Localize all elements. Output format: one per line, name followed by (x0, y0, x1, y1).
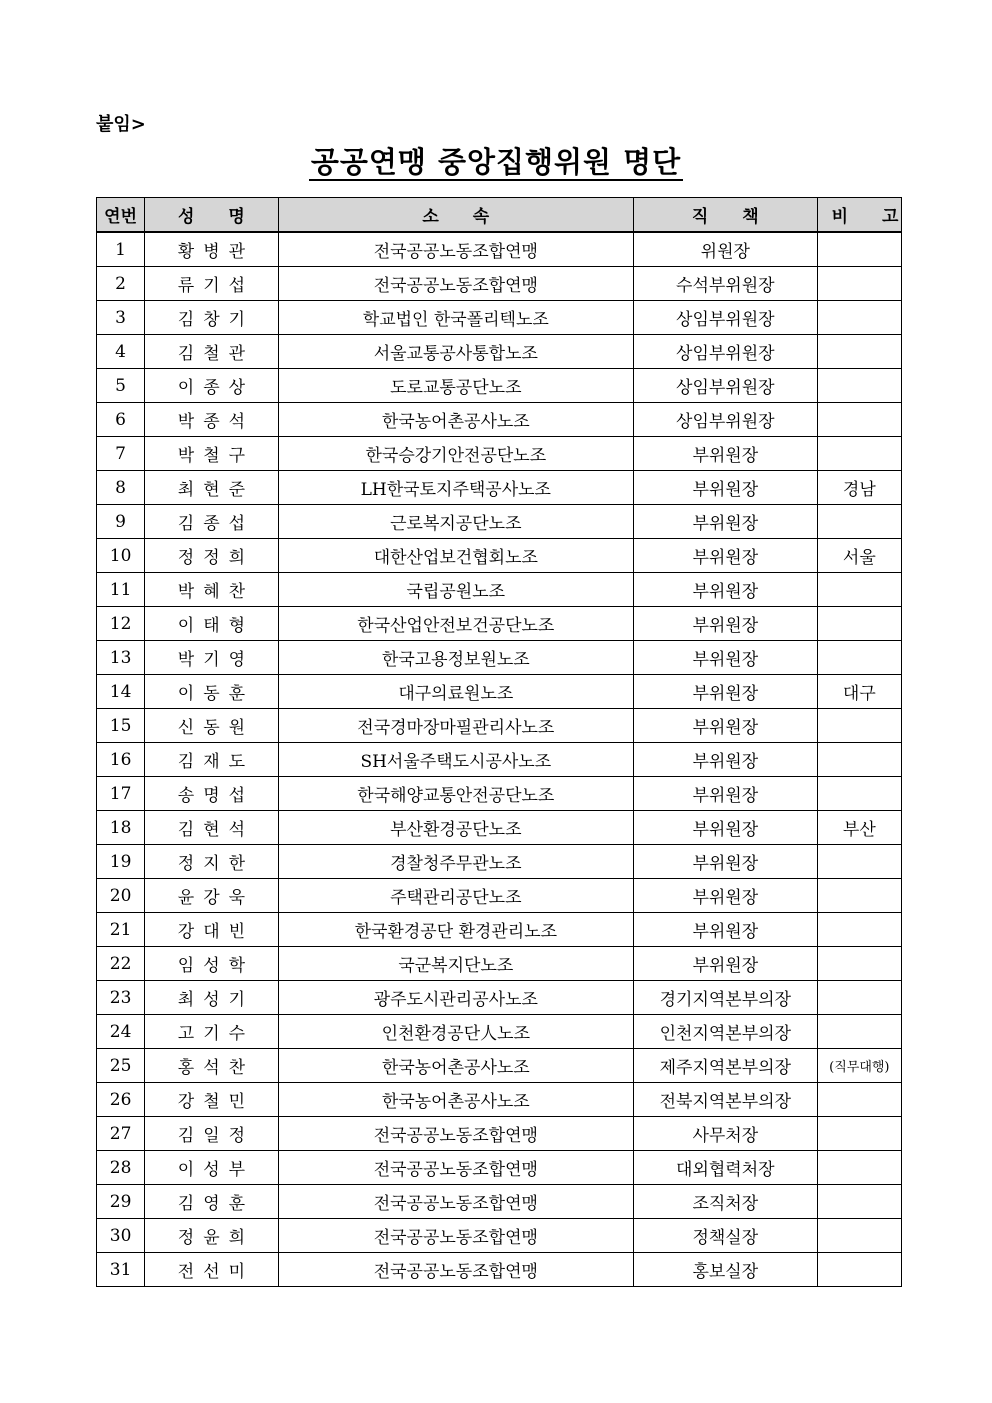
table-row (97, 1151, 902, 1185)
cell-affiliation: 인천환경공단人노조 (278, 1015, 633, 1049)
cell-note (817, 845, 901, 879)
cell-number: 2 (97, 267, 145, 301)
cell-position: 부위원장 (633, 573, 817, 607)
cell-position: 부위원장 (633, 743, 817, 777)
cell-number: 14 (97, 675, 145, 709)
cell-affiliation: 대한산업보건협회노조 (278, 539, 633, 573)
cell-note (817, 981, 901, 1015)
cell-position: 인천지역본부의장 (633, 1015, 817, 1049)
cell-number: 15 (97, 709, 145, 743)
table-row (97, 1015, 902, 1049)
cell-name: 김철관 (145, 335, 278, 369)
cell-number: 10 (97, 539, 145, 573)
cell-number: 6 (97, 403, 145, 437)
cell-affiliation: 부산환경공단노조 (278, 811, 633, 845)
cell-number: 19 (97, 845, 145, 879)
cell-note (817, 437, 901, 471)
cell-note (817, 335, 901, 369)
cell-note (817, 1219, 901, 1253)
cell-name: 고기수 (145, 1015, 278, 1049)
cell-number: 9 (97, 505, 145, 539)
cell-affiliation: 국립공원노조 (278, 573, 633, 607)
cell-number: 11 (97, 573, 145, 607)
cell-affiliation: 도로교통공단노조 (278, 369, 633, 403)
cell-affiliation: 전국경마장마필관리사노조 (278, 709, 633, 743)
cell-name: 이태형 (145, 607, 278, 641)
cell-name: 강철민 (145, 1083, 278, 1117)
cell-position: 조직처장 (633, 1185, 817, 1219)
cell-position: 부위원장 (633, 879, 817, 913)
cell-name: 최성기 (145, 981, 278, 1015)
cell-position: 상임부위원장 (633, 335, 817, 369)
header-affiliation: 소 속 (278, 198, 633, 233)
cell-number: 7 (97, 437, 145, 471)
cell-position: 부위원장 (633, 471, 817, 505)
table-row (97, 709, 902, 743)
cell-name: 송명섭 (145, 777, 278, 811)
cell-position: 상임부위원장 (633, 301, 817, 335)
cell-note: 서울 (817, 539, 901, 573)
cell-name: 최현준 (145, 471, 278, 505)
table-row (97, 845, 902, 879)
cell-note (817, 369, 901, 403)
cell-note (817, 641, 901, 675)
table-row (97, 811, 902, 845)
cell-name: 박종석 (145, 403, 278, 437)
cell-affiliation: 전국공공노동조합연맹 (278, 1117, 633, 1151)
cell-name: 김현석 (145, 811, 278, 845)
cell-position: 부위원장 (633, 505, 817, 539)
cell-position: 홍보실장 (633, 1253, 817, 1287)
cell-name: 신동원 (145, 709, 278, 743)
cell-name: 홍석찬 (145, 1049, 278, 1083)
cell-number: 30 (97, 1219, 145, 1253)
cell-affiliation: 국군복지단노조 (278, 947, 633, 981)
table-row (97, 777, 902, 811)
cell-affiliation: 한국승강기안전공단노조 (278, 437, 633, 471)
cell-number: 21 (97, 913, 145, 947)
cell-number: 24 (97, 1015, 145, 1049)
cell-note (817, 1083, 901, 1117)
cell-note (817, 879, 901, 913)
cell-note (817, 1151, 901, 1185)
table-row (97, 879, 902, 913)
table-row (97, 1117, 902, 1151)
cell-name: 정윤희 (145, 1219, 278, 1253)
cell-position: 부위원장 (633, 607, 817, 641)
cell-affiliation: 주택관리공단노조 (278, 879, 633, 913)
cell-affiliation: 한국고용정보원노조 (278, 641, 633, 675)
table-row (97, 607, 902, 641)
cell-affiliation: 한국해양교통안전공단노조 (278, 777, 633, 811)
cell-name: 김창기 (145, 301, 278, 335)
cell-name: 박철구 (145, 437, 278, 471)
cell-name: 정지한 (145, 845, 278, 879)
cell-position: 정책실장 (633, 1219, 817, 1253)
cell-name: 강대빈 (145, 913, 278, 947)
cell-affiliation: SH서울주택도시공사노조 (278, 743, 633, 777)
cell-position: 부위원장 (633, 811, 817, 845)
table-row (97, 267, 902, 301)
cell-note (817, 573, 901, 607)
table-header-row (97, 198, 902, 233)
cell-number: 27 (97, 1117, 145, 1151)
cell-affiliation: 전국공공노동조합연맹 (278, 1219, 633, 1253)
cell-affiliation: 전국공공노동조합연맹 (278, 232, 633, 267)
document-title-text: 공공연맹 중앙집행위원 명단 (310, 145, 682, 179)
table-row (97, 981, 902, 1015)
cell-note (817, 913, 901, 947)
cell-affiliation: 학교법인 한국폴리텍노조 (278, 301, 633, 335)
cell-number: 29 (97, 1185, 145, 1219)
cell-note: 부산 (817, 811, 901, 845)
document-title (0, 140, 992, 181)
cell-note: (직무대행) (817, 1049, 901, 1083)
cell-number: 1 (97, 232, 145, 267)
cell-position: 부위원장 (633, 777, 817, 811)
table-row (97, 505, 902, 539)
cell-number: 13 (97, 641, 145, 675)
table-row (97, 335, 902, 369)
table-row (97, 913, 902, 947)
cell-note (817, 743, 901, 777)
cell-number: 22 (97, 947, 145, 981)
cell-number: 26 (97, 1083, 145, 1117)
member-table (96, 197, 913, 1287)
cell-number: 25 (97, 1049, 145, 1083)
cell-name: 김일정 (145, 1117, 278, 1151)
cell-name: 박기영 (145, 641, 278, 675)
table-row (97, 675, 902, 709)
table-body (97, 232, 902, 1287)
header-position: 직 책 (633, 198, 817, 233)
cell-number: 4 (97, 335, 145, 369)
cell-position: 경기지역본부의장 (633, 981, 817, 1015)
cell-position: 부위원장 (633, 641, 817, 675)
cell-note: 대구 (817, 675, 901, 709)
cell-number: 18 (97, 811, 145, 845)
header-number: 연번 (97, 198, 145, 233)
cell-affiliation: 한국농어촌공사노조 (278, 1083, 633, 1117)
table-row (97, 437, 902, 471)
cell-note (817, 267, 901, 301)
cell-position: 부위원장 (633, 675, 817, 709)
cell-note (817, 1253, 901, 1287)
cell-position: 부위원장 (633, 437, 817, 471)
cell-number: 8 (97, 471, 145, 505)
header-note: 비 고 (817, 198, 901, 233)
cell-note (817, 1185, 901, 1219)
cell-position: 전북지역본부의장 (633, 1083, 817, 1117)
table-row (97, 471, 902, 505)
table-row (97, 1219, 902, 1253)
cell-note (817, 1117, 901, 1151)
cell-name: 임성학 (145, 947, 278, 981)
cell-position: 부위원장 (633, 947, 817, 981)
table-row (97, 232, 902, 267)
cell-note (817, 1015, 901, 1049)
cell-name: 전선미 (145, 1253, 278, 1287)
cell-number: 20 (97, 879, 145, 913)
cell-name: 류기섭 (145, 267, 278, 301)
cell-position: 위원장 (633, 232, 817, 267)
cell-number: 17 (97, 777, 145, 811)
cell-note (817, 607, 901, 641)
cell-note (817, 709, 901, 743)
cell-number: 23 (97, 981, 145, 1015)
cell-affiliation: LH한국토지주택공사노조 (278, 471, 633, 505)
cell-affiliation: 근로복지공단노조 (278, 505, 633, 539)
cell-affiliation: 한국산업안전보건공단노조 (278, 607, 633, 641)
cell-number: 16 (97, 743, 145, 777)
cell-affiliation: 한국농어촌공사노조 (278, 403, 633, 437)
cell-affiliation: 전국공공노동조합연맹 (278, 1151, 633, 1185)
cell-affiliation: 전국공공노동조합연맹 (278, 267, 633, 301)
cell-position: 부위원장 (633, 913, 817, 947)
cell-position: 상임부위원장 (633, 403, 817, 437)
cell-note (817, 947, 901, 981)
cell-position: 부위원장 (633, 845, 817, 879)
cell-name: 황병관 (145, 232, 278, 267)
cell-note (817, 403, 901, 437)
cell-note (817, 505, 901, 539)
cell-note: 경남 (817, 471, 901, 505)
cell-name: 정정희 (145, 539, 278, 573)
cell-name: 이종상 (145, 369, 278, 403)
table-row (97, 573, 902, 607)
cell-name: 이동훈 (145, 675, 278, 709)
cell-name: 박혜찬 (145, 573, 278, 607)
cell-number: 31 (97, 1253, 145, 1287)
cell-affiliation: 대구의료원노조 (278, 675, 633, 709)
cell-name: 김종섭 (145, 505, 278, 539)
table-row (97, 1083, 902, 1117)
table-row (97, 1049, 902, 1083)
cell-name: 윤강욱 (145, 879, 278, 913)
attachment-label: 붙임> (96, 114, 146, 135)
cell-number: 12 (97, 607, 145, 641)
cell-affiliation: 전국공공노동조합연맹 (278, 1253, 633, 1287)
cell-position: 수석부위원장 (633, 267, 817, 301)
cell-name: 김영훈 (145, 1185, 278, 1219)
table-row (97, 1185, 902, 1219)
table-row (97, 743, 902, 777)
cell-name: 이성부 (145, 1151, 278, 1185)
table-row (97, 369, 902, 403)
cell-affiliation: 경찰청주무관노조 (278, 845, 633, 879)
table-row (97, 947, 902, 981)
cell-number: 28 (97, 1151, 145, 1185)
cell-affiliation: 한국환경공단 환경관리노조 (278, 913, 633, 947)
cell-affiliation: 서울교통공사통합노조 (278, 335, 633, 369)
cell-name: 김재도 (145, 743, 278, 777)
cell-affiliation: 전국공공노동조합연맹 (278, 1185, 633, 1219)
cell-position: 부위원장 (633, 539, 817, 573)
cell-position: 상임부위원장 (633, 369, 817, 403)
cell-position: 제주지역본부의장 (633, 1049, 817, 1083)
cell-affiliation: 한국농어촌공사노조 (278, 1049, 633, 1083)
cell-position: 대외협력처장 (633, 1151, 817, 1185)
table-row (97, 1253, 902, 1287)
table-row (97, 641, 902, 675)
table-row (97, 403, 902, 437)
table-row (97, 539, 902, 573)
cell-position: 사무처장 (633, 1117, 817, 1151)
header-name: 성 명 (145, 198, 278, 233)
cell-number: 3 (97, 301, 145, 335)
cell-note (817, 301, 901, 335)
cell-number: 5 (97, 369, 145, 403)
cell-affiliation: 광주도시관리공사노조 (278, 981, 633, 1015)
cell-note (817, 777, 901, 811)
table-row (97, 301, 902, 335)
cell-note (817, 232, 901, 267)
cell-position: 부위원장 (633, 709, 817, 743)
